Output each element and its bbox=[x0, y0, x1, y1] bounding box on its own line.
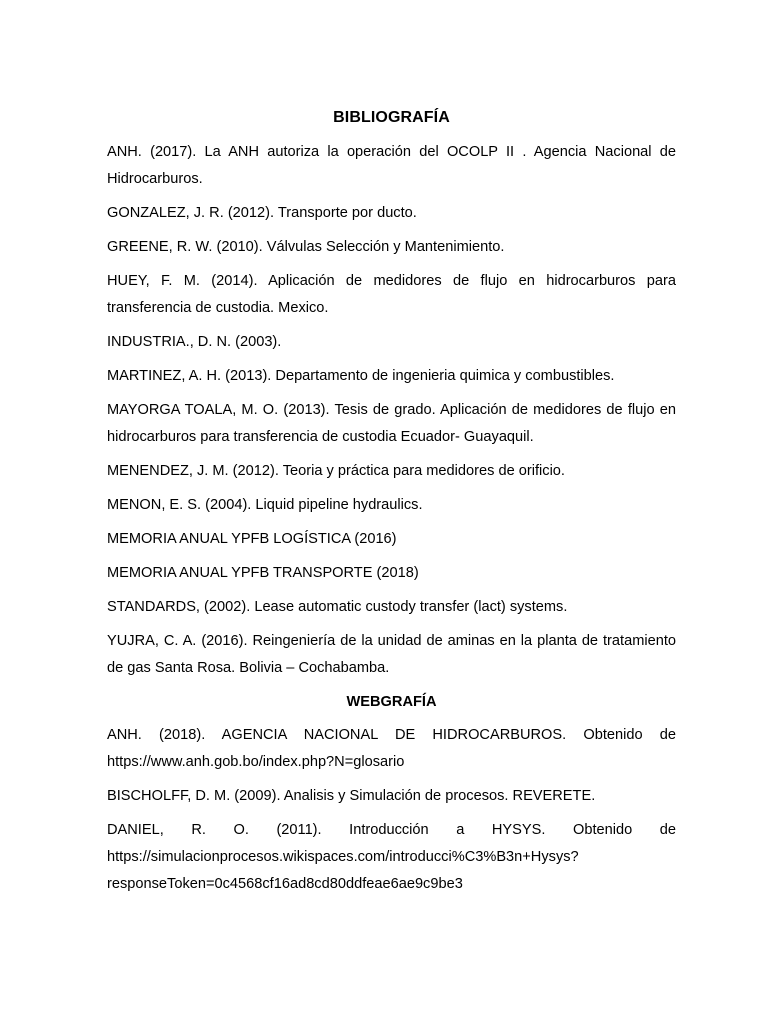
bibliography-entry: GREENE, R. W. (2010). Válvulas Selección y Mantenimiento. bbox=[107, 239, 505, 255]
webography-entry-text: DANIEL, R. O. (2011). Introducción a HYSYS. Obtenido de bbox=[107, 822, 676, 838]
bibliography-entry: INDUSTRIA., D. N. (2003). bbox=[107, 334, 282, 350]
bibliography-title: BIBLIOGRAFÍA bbox=[333, 109, 450, 126]
bibliography-entry: MAYORGA TOALA, M. O. (2013). Tesis de grado. Aplicación de medidores de flujo en hidrocarburos para transferencia de custodia Ecuador- Guayaquil. bbox=[107, 402, 676, 445]
bibliography-entry: MEMORIA ANUAL YPFB LOGÍSTICA (2016) bbox=[107, 531, 397, 547]
webography-entry-text: ANH. (2018). AGENCIA NACIONAL DE HIDROCARBUROS. Obtenido de bbox=[107, 727, 676, 743]
bibliography-entry: GONZALEZ, J. R. (2012). Transporte por ducto. bbox=[107, 205, 417, 221]
webography-entry bbox=[107, 817, 676, 898]
bibliography-entry: MENENDEZ, J. M. (2012). Teoria y práctica para medidores de orificio. bbox=[107, 463, 565, 479]
webography-entry-url[interactable]: https://simulacionprocesos.wikispaces.com/introducci%C3%B3n+Hysys? bbox=[107, 849, 579, 865]
bibliography-entry: ANH. (2017). La ANH autoriza la operación del OCOLP II . Agencia Nacional de Hidrocarburos. bbox=[107, 144, 676, 187]
webography-entry-url-continued[interactable]: responseToken=0c4568cf16ad8cd80ddfeae6ae9c9be3 bbox=[107, 876, 463, 892]
bibliography-entry: MARTINEZ, A. H. (2013). Departamento de ingenieria quimica y combustibles. bbox=[107, 368, 615, 384]
bibliography-entry: MENON, E. S. (2004). Liquid pipeline hydraulics. bbox=[107, 497, 423, 513]
webography-title: WEBGRAFÍA bbox=[346, 694, 437, 710]
bibliography-entry: HUEY, F. M. (2014). Aplicación de medidores de flujo en hidrocarburos para transferencia de custodia. Mexico. bbox=[107, 273, 676, 316]
webography-entry: BISCHOLFF, D. M. (2009). Analisis y Simulación de procesos. REVERETE. bbox=[107, 788, 596, 804]
webography-entry bbox=[107, 722, 676, 776]
bibliography-entry: YUJRA, C. A. (2016). Reingeniería de la unidad de aminas en la planta de tratamiento de gas Santa Rosa. Bolivia – Cochabamba. bbox=[107, 633, 676, 676]
page-content bbox=[107, 104, 676, 905]
bibliography-entry: STANDARDS, (2002). Lease automatic custody transfer (lact) systems. bbox=[107, 599, 568, 615]
bibliography-entry: MEMORIA ANUAL YPFB TRANSPORTE (2018) bbox=[107, 565, 419, 581]
webography-entry-url[interactable]: https://www.anh.gob.bo/index.php?N=glosario bbox=[107, 754, 405, 770]
